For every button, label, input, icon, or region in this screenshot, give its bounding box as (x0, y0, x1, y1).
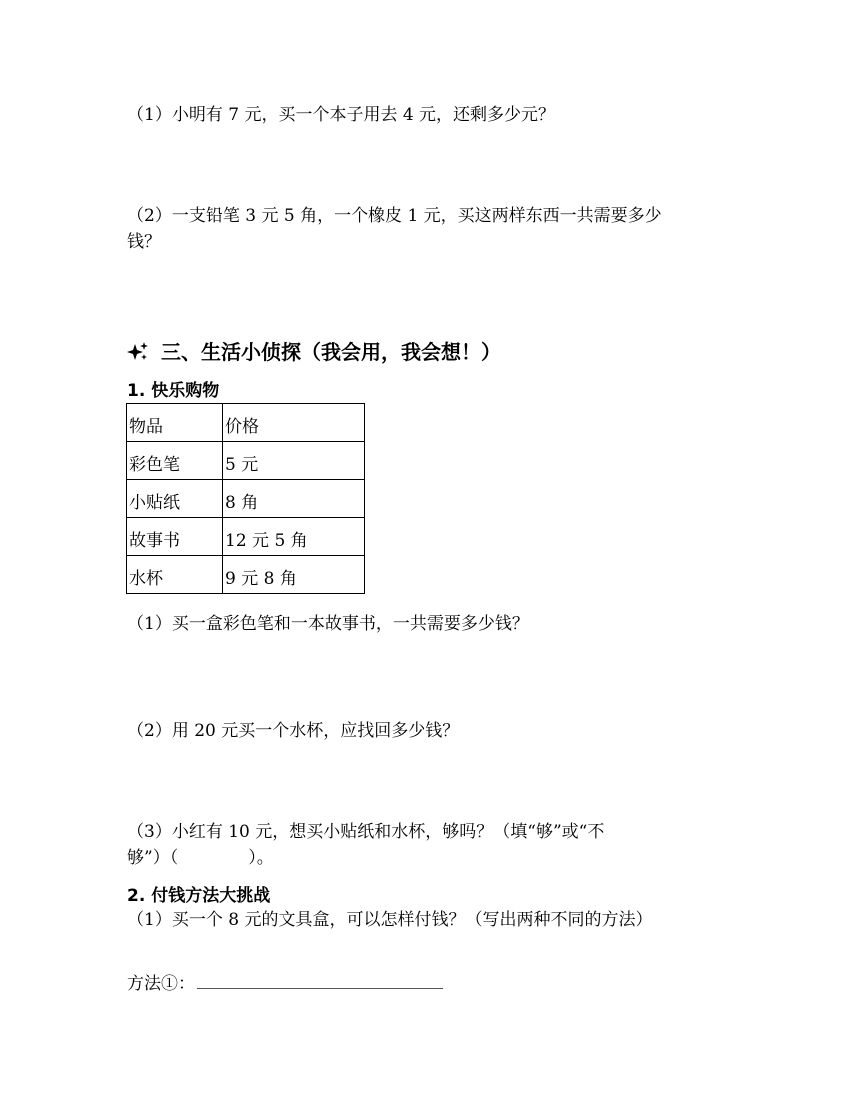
question-item-1: （1）小明有 7 元，买一个本子用去 4 元，还剩多少元？ (127, 105, 556, 125)
price-cell: 5 元 (223, 442, 365, 480)
shopping-question-1: （1）买一盒彩色笔和一本故事书，一共需要多少钱？ (127, 614, 529, 634)
question-item-2-line-2: 钱？ (127, 232, 161, 252)
shopping-question-3-line-2 (127, 844, 274, 872)
table-row (127, 556, 365, 594)
table-header-row (127, 404, 365, 442)
answer-suffix: ）。 (248, 848, 274, 868)
table-row (127, 442, 365, 480)
method-1-line (127, 970, 443, 998)
payment-question-1: （1）买一个 8 元的文具盒，可以怎样付钱？（写出两种不同的方法） (127, 910, 653, 930)
answer-prefix: 够”）（ (127, 848, 179, 868)
section-title: 三、生活小侦探（我会用，我会想！） (161, 340, 501, 364)
question-item-2-line-1: （2）一支铅笔 3 元 5 角，一个橡皮 1 元，买这两样东西一共需要多少 (127, 206, 662, 226)
shopping-question-3-line-1: （3）小红有 10 元，想买小贴纸和水杯，够吗？（填“够”或“不 (127, 822, 605, 842)
header-price: 价格 (223, 404, 365, 442)
payment-heading: 2. 付钱方法大挑战 (127, 886, 271, 906)
price-cell: 12 元 5 角 (223, 518, 365, 556)
method-1-answer-blank[interactable] (197, 970, 443, 989)
item-cell: 故事书 (127, 518, 223, 556)
header-item: 物品 (127, 404, 223, 442)
item-cell: 彩色笔 (127, 442, 223, 480)
item-cell: 水杯 (127, 556, 223, 594)
shopping-question-2: （2）用 20 元买一个水杯，应找回多少钱？ (127, 721, 460, 741)
shopping-heading: 1. 快乐购物 (127, 381, 220, 401)
section-heading (127, 338, 501, 366)
sparkle-icon (127, 342, 149, 362)
table-row (127, 518, 365, 556)
table-row (127, 480, 365, 518)
price-cell: 9 元 8 角 (223, 556, 365, 594)
price-cell: 8 角 (223, 480, 365, 518)
method-1-label: 方法①： (127, 974, 195, 994)
price-table (126, 403, 365, 594)
item-cell: 小贴纸 (127, 480, 223, 518)
